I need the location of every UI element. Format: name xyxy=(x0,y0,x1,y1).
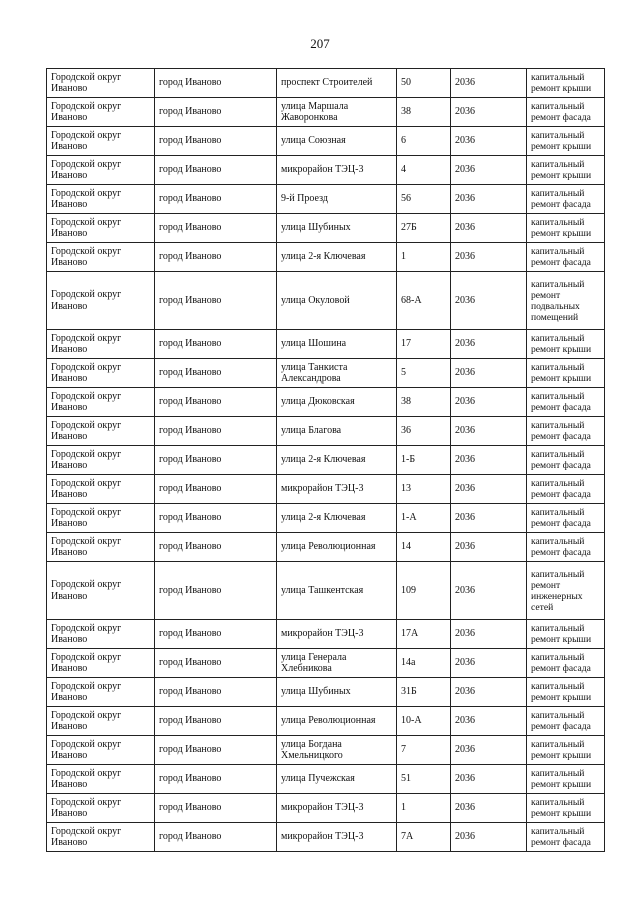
cell-street: проспект Строителей xyxy=(277,69,397,98)
cell-municipality: Городской округ Иваново xyxy=(47,69,155,98)
cell-house-number: 17 xyxy=(397,330,451,359)
cell-house-number: 14а xyxy=(397,649,451,678)
cell-year: 2036 xyxy=(451,330,527,359)
cell-work-type: капитальный ремонт фасада xyxy=(527,243,605,272)
cell-house-number: 10-А xyxy=(397,707,451,736)
cell-house-number: 36 xyxy=(397,417,451,446)
cell-year: 2036 xyxy=(451,707,527,736)
cell-street: улица Ташкентская xyxy=(277,562,397,620)
cell-settlement: город Иваново xyxy=(155,127,277,156)
cell-work-type: капитальный ремонт фасада xyxy=(527,823,605,852)
table-row xyxy=(47,533,605,562)
cell-settlement: город Иваново xyxy=(155,562,277,620)
cell-municipality: Городской округ Иваново xyxy=(47,620,155,649)
cell-house-number: 4 xyxy=(397,156,451,185)
cell-year: 2036 xyxy=(451,98,527,127)
cell-house-number: 1-А xyxy=(397,504,451,533)
cell-work-type: капитальный ремонт крыши xyxy=(527,330,605,359)
cell-municipality: Городской округ Иваново xyxy=(47,272,155,330)
cell-year: 2036 xyxy=(451,649,527,678)
table-row xyxy=(47,272,605,330)
cell-settlement: город Иваново xyxy=(155,533,277,562)
cell-settlement: город Иваново xyxy=(155,707,277,736)
cell-street: улица Пучежская xyxy=(277,765,397,794)
cell-municipality: Городской округ Иваново xyxy=(47,678,155,707)
table-row xyxy=(47,446,605,475)
cell-street: улица Шубиных xyxy=(277,678,397,707)
cell-house-number: 109 xyxy=(397,562,451,620)
cell-settlement: город Иваново xyxy=(155,98,277,127)
table-row xyxy=(47,388,605,417)
cell-year: 2036 xyxy=(451,504,527,533)
cell-work-type: капитальный ремонт крыши xyxy=(527,794,605,823)
cell-year: 2036 xyxy=(451,446,527,475)
cell-work-type: капитальный ремонт фасада xyxy=(527,417,605,446)
cell-street: микрорайон ТЭЦ-3 xyxy=(277,620,397,649)
cell-municipality: Городской округ Иваново xyxy=(47,98,155,127)
cell-house-number: 6 xyxy=(397,127,451,156)
table-row xyxy=(47,243,605,272)
cell-year: 2036 xyxy=(451,417,527,446)
cell-year: 2036 xyxy=(451,214,527,243)
cell-municipality: Городской округ Иваново xyxy=(47,127,155,156)
cell-municipality: Городской округ Иваново xyxy=(47,504,155,533)
cell-settlement: город Иваново xyxy=(155,794,277,823)
cell-house-number: 1 xyxy=(397,243,451,272)
cell-street: 9-й Проезд xyxy=(277,185,397,214)
cell-street: улица Дюковская xyxy=(277,388,397,417)
cell-year: 2036 xyxy=(451,765,527,794)
cell-year: 2036 xyxy=(451,794,527,823)
table-row xyxy=(47,765,605,794)
cell-work-type: капитальный ремонт фасада xyxy=(527,533,605,562)
cell-street: улица Революционная xyxy=(277,533,397,562)
cell-work-type: капитальный ремонт крыши xyxy=(527,156,605,185)
table-body xyxy=(47,69,605,852)
cell-house-number: 7А xyxy=(397,823,451,852)
cell-settlement: город Иваново xyxy=(155,69,277,98)
cell-street: улица Революционная xyxy=(277,707,397,736)
cell-house-number: 51 xyxy=(397,765,451,794)
table-row xyxy=(47,649,605,678)
cell-year: 2036 xyxy=(451,127,527,156)
cell-settlement: город Иваново xyxy=(155,185,277,214)
cell-work-type: капитальный ремонт фасада xyxy=(527,388,605,417)
cell-municipality: Городской округ Иваново xyxy=(47,417,155,446)
cell-work-type: капитальный ремонт крыши xyxy=(527,69,605,98)
cell-settlement: город Иваново xyxy=(155,736,277,765)
cell-street: улица Танкиста Александрова xyxy=(277,359,397,388)
cell-work-type: капитальный ремонт фасада xyxy=(527,649,605,678)
cell-work-type: капитальный ремонт фасада xyxy=(527,98,605,127)
page-number: 207 xyxy=(310,36,330,51)
table-row xyxy=(47,127,605,156)
cell-year: 2036 xyxy=(451,185,527,214)
cell-street: улица Шубиных xyxy=(277,214,397,243)
table-row xyxy=(47,823,605,852)
cell-year: 2036 xyxy=(451,475,527,504)
cell-municipality: Городской округ Иваново xyxy=(47,214,155,243)
table-row xyxy=(47,359,605,388)
cell-house-number: 38 xyxy=(397,388,451,417)
cell-settlement: город Иваново xyxy=(155,330,277,359)
cell-street: микрорайон ТЭЦ-3 xyxy=(277,794,397,823)
cell-house-number: 1-Б xyxy=(397,446,451,475)
cell-settlement: город Иваново xyxy=(155,417,277,446)
cell-street: улица 2-я Ключевая xyxy=(277,504,397,533)
cell-municipality: Городской округ Иваново xyxy=(47,823,155,852)
table-row xyxy=(47,678,605,707)
cell-street: улица Генерала Хлебникова xyxy=(277,649,397,678)
cell-year: 2036 xyxy=(451,272,527,330)
cell-municipality: Городской округ Иваново xyxy=(47,388,155,417)
cell-year: 2036 xyxy=(451,620,527,649)
cell-settlement: город Иваново xyxy=(155,359,277,388)
cell-year: 2036 xyxy=(451,678,527,707)
cell-street: улица Союзная xyxy=(277,127,397,156)
table-row xyxy=(47,504,605,533)
cell-settlement: город Иваново xyxy=(155,649,277,678)
cell-house-number: 13 xyxy=(397,475,451,504)
cell-work-type: капитальный ремонт фасада xyxy=(527,504,605,533)
cell-municipality: Городской округ Иваново xyxy=(47,649,155,678)
cell-year: 2036 xyxy=(451,562,527,620)
table-row xyxy=(47,330,605,359)
cell-street: улица 2-я Ключевая xyxy=(277,446,397,475)
table-row xyxy=(47,214,605,243)
cell-settlement: город Иваново xyxy=(155,504,277,533)
cell-work-type: капитальный ремонт фасада xyxy=(527,446,605,475)
cell-house-number: 68-А xyxy=(397,272,451,330)
cell-year: 2036 xyxy=(451,736,527,765)
cell-house-number: 50 xyxy=(397,69,451,98)
cell-work-type: капитальный ремонт фасада xyxy=(527,475,605,504)
cell-municipality: Городской округ Иваново xyxy=(47,475,155,504)
table-row xyxy=(47,620,605,649)
cell-municipality: Городской округ Иваново xyxy=(47,707,155,736)
cell-settlement: город Иваново xyxy=(155,243,277,272)
table-row xyxy=(47,69,605,98)
cell-work-type: капитальный ремонт крыши xyxy=(527,620,605,649)
table-row xyxy=(47,185,605,214)
cell-settlement: город Иваново xyxy=(155,388,277,417)
cell-work-type: капитальный ремонт фасада xyxy=(527,707,605,736)
cell-settlement: город Иваново xyxy=(155,272,277,330)
cell-street: микрорайон ТЭЦ-3 xyxy=(277,823,397,852)
cell-settlement: город Иваново xyxy=(155,620,277,649)
cell-municipality: Городской округ Иваново xyxy=(47,736,155,765)
cell-settlement: город Иваново xyxy=(155,823,277,852)
cell-house-number: 1 xyxy=(397,794,451,823)
repair-schedule-table xyxy=(46,68,605,852)
cell-municipality: Городской округ Иваново xyxy=(47,533,155,562)
table-row xyxy=(47,475,605,504)
cell-house-number: 38 xyxy=(397,98,451,127)
cell-house-number: 5 xyxy=(397,359,451,388)
cell-municipality: Городской округ Иваново xyxy=(47,359,155,388)
cell-year: 2036 xyxy=(451,359,527,388)
cell-year: 2036 xyxy=(451,388,527,417)
cell-house-number: 31Б xyxy=(397,678,451,707)
cell-work-type: капитальный ремонт крыши xyxy=(527,127,605,156)
cell-work-type: капитальный ремонт крыши xyxy=(527,678,605,707)
cell-work-type: капитальный ремонт подвальных помещений xyxy=(527,272,605,330)
cell-work-type: капитальный ремонт крыши xyxy=(527,736,605,765)
cell-work-type: капитальный ремонт фасада xyxy=(527,185,605,214)
cell-house-number: 7 xyxy=(397,736,451,765)
cell-house-number: 56 xyxy=(397,185,451,214)
cell-settlement: город Иваново xyxy=(155,156,277,185)
table-row xyxy=(47,562,605,620)
cell-house-number: 17А xyxy=(397,620,451,649)
cell-municipality: Городской округ Иваново xyxy=(47,446,155,475)
table-row xyxy=(47,707,605,736)
cell-street: улица Богдана Хмельницкого xyxy=(277,736,397,765)
cell-year: 2036 xyxy=(451,823,527,852)
cell-settlement: город Иваново xyxy=(155,765,277,794)
cell-street: микрорайон ТЭЦ-3 xyxy=(277,475,397,504)
table-row xyxy=(47,98,605,127)
cell-settlement: город Иваново xyxy=(155,475,277,504)
cell-house-number: 14 xyxy=(397,533,451,562)
cell-municipality: Городской округ Иваново xyxy=(47,765,155,794)
cell-settlement: город Иваново xyxy=(155,446,277,475)
cell-street: улица Маршала Жаворонкова xyxy=(277,98,397,127)
cell-settlement: город Иваново xyxy=(155,214,277,243)
cell-work-type: капитальный ремонт инженерных сетей xyxy=(527,562,605,620)
cell-work-type: капитальный ремонт крыши xyxy=(527,765,605,794)
cell-year: 2036 xyxy=(451,533,527,562)
cell-municipality: Городской округ Иваново xyxy=(47,185,155,214)
cell-year: 2036 xyxy=(451,156,527,185)
cell-street: улица Окуловой xyxy=(277,272,397,330)
table-row xyxy=(47,156,605,185)
cell-street: улица 2-я Ключевая xyxy=(277,243,397,272)
cell-house-number: 27Б xyxy=(397,214,451,243)
cell-municipality: Городской округ Иваново xyxy=(47,156,155,185)
table-row xyxy=(47,417,605,446)
cell-municipality: Городской округ Иваново xyxy=(47,243,155,272)
table-row xyxy=(47,794,605,823)
cell-year: 2036 xyxy=(451,69,527,98)
cell-municipality: Городской округ Иваново xyxy=(47,330,155,359)
table-row xyxy=(47,736,605,765)
cell-street: улица Шошина xyxy=(277,330,397,359)
cell-municipality: Городской округ Иваново xyxy=(47,562,155,620)
cell-work-type: капитальный ремонт крыши xyxy=(527,359,605,388)
cell-work-type: капитальный ремонт крыши xyxy=(527,214,605,243)
cell-street: микрорайон ТЭЦ-3 xyxy=(277,156,397,185)
cell-street: улица Благова xyxy=(277,417,397,446)
cell-settlement: город Иваново xyxy=(155,678,277,707)
cell-year: 2036 xyxy=(451,243,527,272)
cell-municipality: Городской округ Иваново xyxy=(47,794,155,823)
